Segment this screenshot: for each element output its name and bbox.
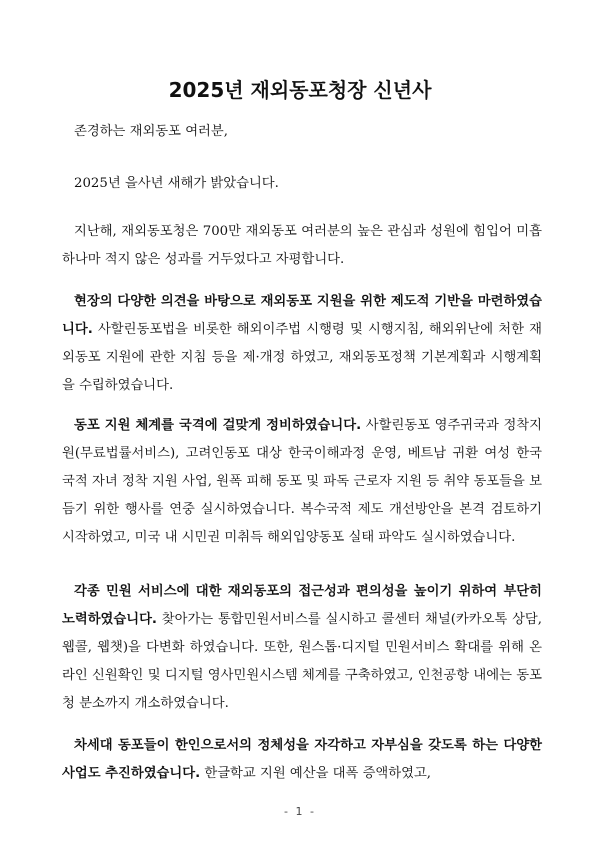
paragraph-civil-services bbox=[62, 578, 542, 718]
paragraph-lead: 현장의 다양한 의견을 바탕으로 재외동포 지원을 위한 제도적 기반을 마련하였습니다. bbox=[62, 294, 542, 337]
paragraph-lead: 동포 지원 체계를 국격에 걸맞게 정비하였습니다. bbox=[74, 418, 362, 433]
paragraph-lead: 차세대 동포들이 한인으로서의 정체성을 자각하고 자부심을 갖도록 하는 다양한 사업도 추진하였습니다. bbox=[62, 738, 542, 781]
paragraph-next-generation bbox=[62, 732, 542, 788]
paragraph-lead: 각종 민원 서비스에 대한 재외동포의 접근성과 편의성을 높이기 위하여 부단히 노력하였습니다. bbox=[62, 584, 542, 627]
paragraph-body: 사할린동포 영주귀국과 정착지원(무료법률서비스), 고려인동포 대상 한국이해과정 운영, 베트남 귀환 여성 한국 국적 자녀 정착 지원 사업, 원폭 피해 동포 및 파독 근로자 지원 등 취약 동포들을 보듬기 위한 행사를 연중 실시하였습니다. 복수국적 제도 개선방안을 본격 검토하기 시작하였고, 미국 내 시민권 미취득 해외입양동포 실태 파악도 실시하였습니다. bbox=[62, 418, 542, 545]
paragraph-legal-basis bbox=[62, 288, 542, 400]
paragraph-body: 한글학교 지원 예산을 대폭 증액하였고, bbox=[200, 766, 432, 781]
salutation: 존경하는 재외동포 여러분, bbox=[74, 124, 228, 139]
greeting: 2025년 을사년 새해가 밝았습니다. bbox=[74, 176, 279, 191]
paragraph-support-system bbox=[62, 412, 542, 552]
document-title: 2025년 재외동포청장 신년사 bbox=[168, 78, 432, 102]
paragraph-body: 사할린동포법을 비롯한 해외이주법 시행령 및 시행지침, 해외위난에 처한 재외동포 지원에 관한 지침 등을 제·개정 하였고, 재외동포정책 기본계획과 시행계획을 수립하였습니다. bbox=[62, 322, 542, 393]
page-number: - 1 - bbox=[284, 805, 316, 818]
paragraph-body: 찾아가는 통합민원서비스를 실시하고 콜센터 채널(카카오톡 상담, 웹콜, 웹챗)을 다변화 하였습니다. 또한, 원스톱·디지털 민원서비스 확대를 위해 온라인 신원확인 및 디지털 영사민원시스템 체계를 구축하였고, 인천공항 내에는 동포청 분소까지 개소하였습니다. bbox=[62, 612, 542, 711]
intro-paragraph: 지난해, 재외동포청은 700만 재외동포 여러분의 높은 관심과 성원에 힘입어 미흡하나마 적지 않은 성과를 거두었다고 자평합니다. bbox=[62, 224, 542, 267]
